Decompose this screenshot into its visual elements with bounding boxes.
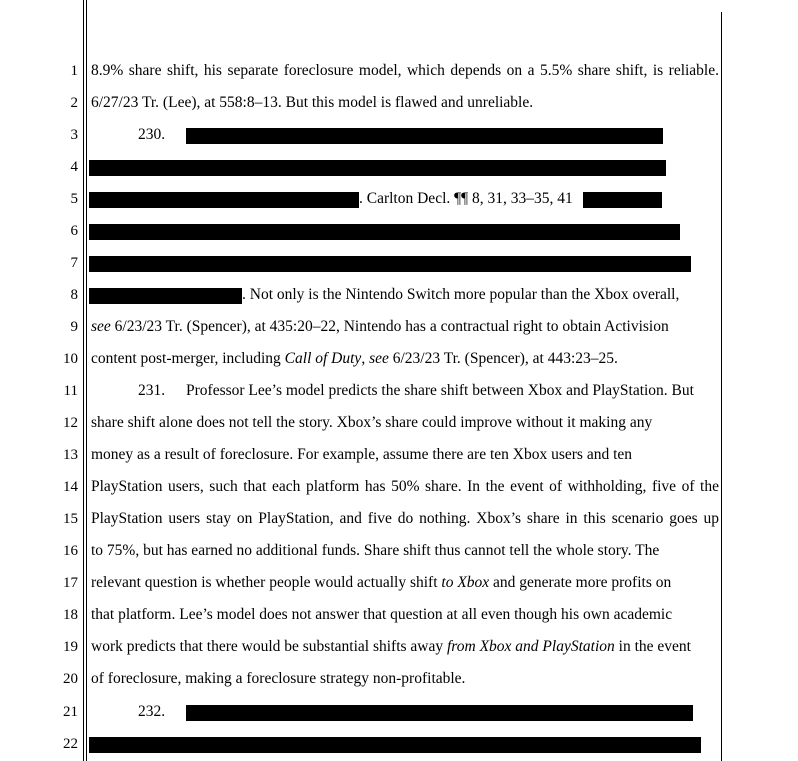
body-text-line: 8.9% share shift, his separate foreclosure model, which depends on a 5.5% share shift, is reliable. [91, 62, 719, 79]
body-text-line [91, 350, 719, 368]
line-number: 18 [63, 607, 78, 623]
body-text-line: that platform. Lee’s model does not answer that question at all even though his own academic [91, 606, 673, 623]
body-text-line: money as a result of foreclosure. For example, assume there are ten Xbox users and ten [91, 446, 633, 463]
line-number: 14 [63, 479, 78, 495]
line-number: 3 [70, 127, 78, 143]
italic-emphasis: to Xbox [441, 574, 490, 591]
redaction-bar [186, 705, 693, 721]
body-text-line: PlayStation users, such that each platform has 50% share. In the event of withholding, five of the [91, 478, 719, 495]
text-fragment: relevant question is whether people would actually shift [91, 574, 442, 591]
line-number: 16 [63, 543, 78, 559]
redaction-bar [89, 737, 701, 753]
redaction-bar [186, 128, 663, 144]
left-margin-rule-outer [83, 0, 84, 761]
text-fragment: in the event [614, 638, 691, 655]
body-text-line: 6/27/23 Tr. (Lee), at 558:8–13. But this model is flawed and unreliable. [91, 94, 534, 111]
redaction-bar [89, 288, 242, 304]
citation-signal: see [91, 318, 111, 335]
paragraph-number: 230. [138, 126, 166, 143]
citation-signal: see [369, 350, 389, 367]
line-number: 20 [63, 671, 78, 687]
text-fragment: work predicts that there would be substantial shifts away [91, 638, 447, 655]
body-text-line: of foreclosure, making a foreclosure strategy non-profitable. [91, 670, 466, 687]
line-number: 11 [63, 383, 78, 399]
left-margin-rule-inner [86, 0, 87, 761]
body-text-line: Professor Lee’s model predicts the share shift between Xbox and PlayStation. But [186, 382, 694, 399]
body-text-line [91, 638, 719, 656]
line-number: 8 [70, 287, 78, 303]
paragraph-number: 232. [138, 703, 166, 720]
line-number: 5 [70, 191, 78, 207]
italic-title: Call of Duty [284, 350, 362, 367]
citation-text: 6/23/23 Tr. (Spencer), at 443:23–25. [388, 350, 618, 367]
redaction-bar [89, 192, 359, 208]
line-number: 9 [70, 319, 78, 335]
redaction-bar [89, 160, 666, 176]
line-number: 7 [70, 255, 78, 271]
paragraph-number: 231. [138, 382, 166, 399]
body-text-line: share shift alone does not tell the story. Xbox’s share could improve without it making any [91, 414, 653, 431]
redaction-bar [89, 256, 691, 272]
body-text-line [91, 574, 719, 592]
body-text-line: . Carlton Decl. ¶¶ 8, 31, 33–35, 41 [359, 190, 573, 207]
body-text-line: . Not only is the Nintendo Switch more popular than the Xbox overall, [242, 286, 680, 303]
text-fragment: content post-merger, including [91, 350, 285, 367]
line-number: 1 [70, 63, 78, 79]
body-text-line: PlayStation users stay on PlayStation, and five do nothing. Xbox’s share in this scenario goes up [91, 510, 719, 527]
italic-emphasis: from Xbox and PlayStation [447, 638, 615, 655]
body-text-line: to 75%, but has earned no additional funds. Share shift thus cannot tell the whole story. The [91, 542, 660, 559]
line-number: 12 [63, 415, 78, 431]
citation-text: 6/23/23 Tr. (Spencer), at 435:20–22, Nintendo has a contractual right to obtain Activision [110, 318, 669, 335]
line-number: 15 [63, 511, 78, 527]
body-text-line [91, 318, 719, 336]
right-margin-rule [721, 12, 722, 761]
redaction-bar [89, 224, 680, 240]
line-number: 6 [70, 223, 78, 239]
text-fragment: , [361, 350, 370, 367]
text-fragment: and generate more profits on [489, 574, 672, 591]
line-number: 10 [63, 351, 78, 367]
line-number: 2 [70, 95, 78, 111]
line-number: 4 [70, 159, 78, 175]
line-number: 21 [63, 704, 78, 720]
line-number: 13 [63, 447, 78, 463]
redaction-bar [583, 192, 662, 208]
line-number: 22 [63, 736, 78, 752]
line-number: 19 [63, 639, 78, 655]
line-number: 17 [63, 575, 78, 591]
